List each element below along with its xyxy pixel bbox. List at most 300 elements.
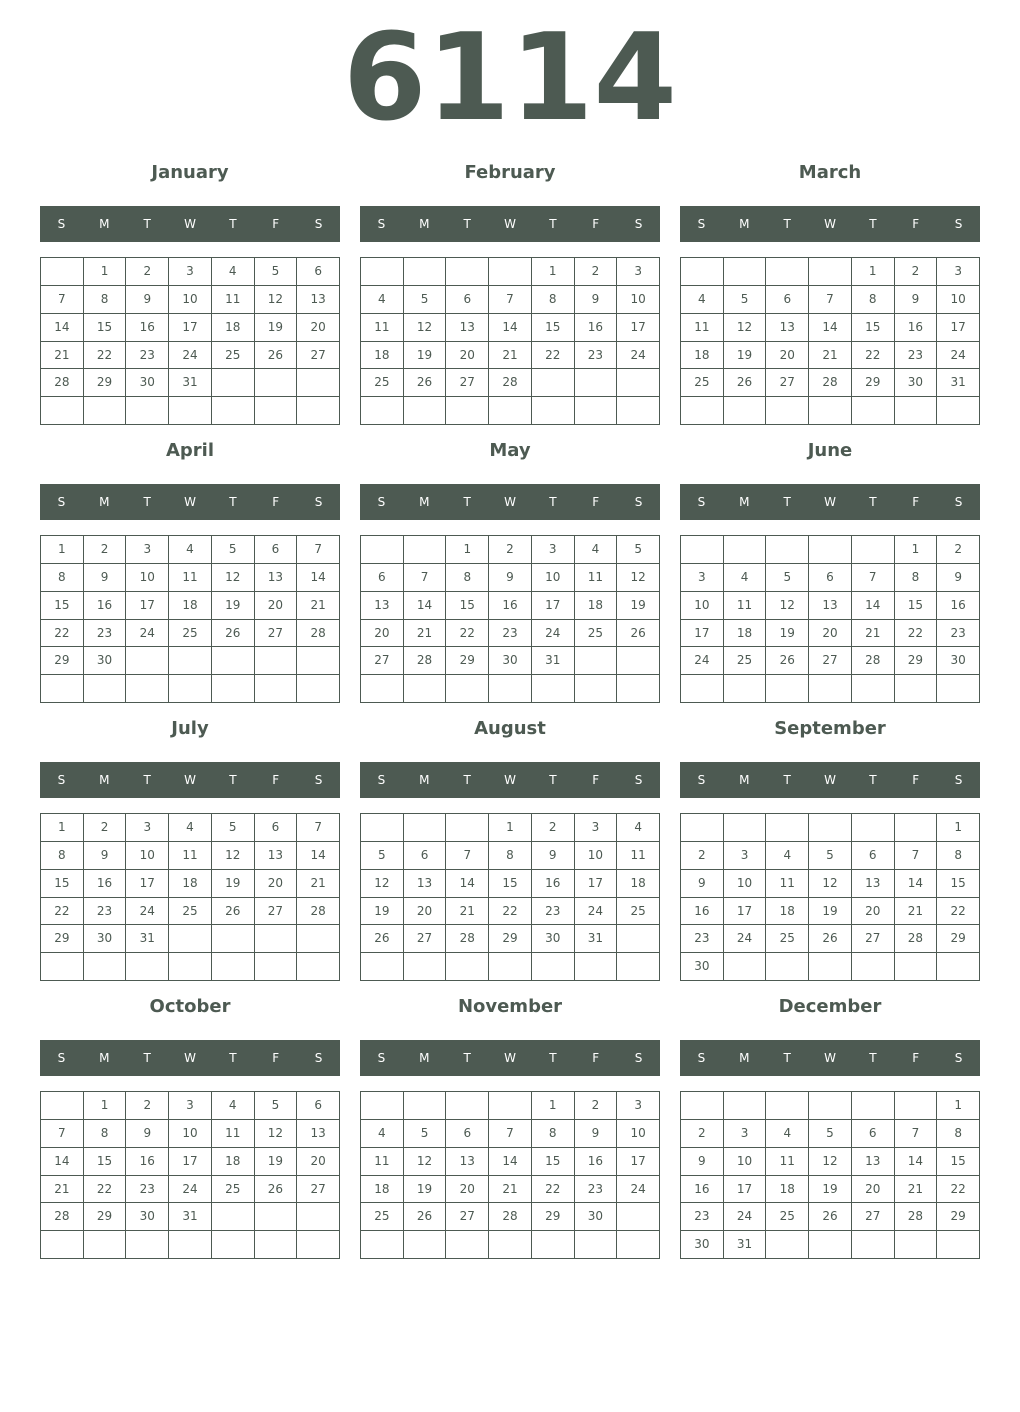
- day-cell: 14: [297, 564, 340, 592]
- weekday-label: M: [419, 773, 430, 787]
- day-cell: 17: [169, 314, 212, 342]
- weekday-label: T: [549, 773, 557, 787]
- month-december: [680, 992, 980, 1262]
- day-cell: 27: [361, 647, 404, 675]
- day-cell: 20: [809, 620, 852, 648]
- day-cell: 2: [532, 814, 575, 842]
- day-cell: 4: [212, 1092, 255, 1120]
- empty-day-cell: [255, 1203, 298, 1231]
- day-cell: 8: [852, 286, 895, 314]
- day-cell: 12: [212, 564, 255, 592]
- empty-day-cell: [361, 1092, 404, 1120]
- day-cell: 29: [895, 647, 938, 675]
- empty-day-cell: [937, 397, 980, 425]
- day-cell: 7: [489, 1120, 532, 1148]
- empty-day-cell: [532, 675, 575, 703]
- day-cell: 2: [84, 536, 127, 564]
- day-cell: 12: [255, 286, 298, 314]
- day-cell: 28: [895, 1203, 938, 1231]
- day-cell: 22: [84, 342, 127, 370]
- month-name: March: [798, 162, 862, 183]
- empty-day-cell: [575, 397, 618, 425]
- empty-day-cell: [766, 258, 809, 286]
- month-april: [40, 436, 340, 706]
- day-cell: 8: [532, 1120, 575, 1148]
- empty-day-cell: [255, 953, 298, 981]
- empty-day-cell: [575, 369, 618, 397]
- day-cell: 19: [212, 870, 255, 898]
- day-cell: 8: [41, 842, 84, 870]
- day-cell: 15: [895, 592, 938, 620]
- day-cell: 9: [126, 286, 169, 314]
- day-cell: 7: [895, 1120, 938, 1148]
- day-cell: 8: [84, 286, 127, 314]
- day-cell: 14: [41, 1148, 84, 1176]
- day-cell: 16: [126, 314, 169, 342]
- day-cell: 2: [126, 258, 169, 286]
- day-cell: 10: [617, 1120, 660, 1148]
- empty-day-cell: [681, 1092, 724, 1120]
- day-cell: 1: [937, 1092, 980, 1120]
- day-cell: 17: [617, 314, 660, 342]
- day-cell: 25: [575, 620, 618, 648]
- day-cell: 13: [297, 1120, 340, 1148]
- weekday-label: F: [912, 773, 920, 787]
- weekday-label: M: [99, 495, 110, 509]
- weekday-label: W: [184, 217, 196, 231]
- empty-day-cell: [255, 925, 298, 953]
- month-name: May: [489, 440, 531, 461]
- weekday-label: T: [549, 495, 557, 509]
- month-june: [680, 436, 980, 706]
- day-cell: 26: [212, 620, 255, 648]
- empty-day-cell: [169, 397, 212, 425]
- day-cell: 8: [532, 286, 575, 314]
- day-cell: 14: [297, 842, 340, 870]
- day-cell: 4: [724, 564, 767, 592]
- day-cell: 25: [212, 1176, 255, 1204]
- day-cell: 9: [532, 842, 575, 870]
- day-cell: 25: [766, 1203, 809, 1231]
- day-cell: 9: [681, 870, 724, 898]
- weekday-label: S: [954, 495, 963, 509]
- day-cell: 13: [852, 1148, 895, 1176]
- day-cell: 31: [724, 1231, 767, 1259]
- day-cell: 23: [84, 620, 127, 648]
- day-cell: 21: [41, 342, 84, 370]
- month-may: [360, 436, 660, 706]
- weekday-label: S: [314, 217, 323, 231]
- empty-day-cell: [766, 536, 809, 564]
- weekday-label: T: [229, 773, 237, 787]
- day-cell: 3: [575, 814, 618, 842]
- empty-day-cell: [126, 675, 169, 703]
- day-cell: 16: [575, 314, 618, 342]
- empty-day-cell: [489, 953, 532, 981]
- day-cell: 18: [766, 898, 809, 926]
- day-cell: 22: [852, 342, 895, 370]
- weekday-label: S: [314, 773, 323, 787]
- day-cell: 18: [169, 870, 212, 898]
- weekday-label: T: [229, 495, 237, 509]
- day-cell: 15: [532, 1148, 575, 1176]
- empty-day-cell: [895, 1231, 938, 1259]
- empty-day-cell: [84, 1231, 127, 1259]
- day-cell: 4: [575, 536, 618, 564]
- day-cell: 23: [575, 342, 618, 370]
- day-cell: 19: [766, 620, 809, 648]
- weekday-label: M: [739, 1051, 750, 1065]
- day-cell: 8: [41, 564, 84, 592]
- weekday-label: T: [869, 773, 877, 787]
- day-cell: 16: [126, 1148, 169, 1176]
- day-cell: 25: [212, 342, 255, 370]
- weekday-label: M: [739, 217, 750, 231]
- day-cell: 10: [724, 870, 767, 898]
- day-cell: 24: [575, 898, 618, 926]
- empty-day-cell: [361, 814, 404, 842]
- empty-day-cell: [724, 953, 767, 981]
- day-cell: 22: [84, 1176, 127, 1204]
- day-cell: 31: [169, 1203, 212, 1231]
- empty-day-cell: [809, 536, 852, 564]
- day-cell: 2: [489, 536, 532, 564]
- day-cell: 27: [446, 1203, 489, 1231]
- weekday-label: S: [634, 773, 643, 787]
- day-cell: 9: [681, 1148, 724, 1176]
- weekday-header: [40, 762, 340, 798]
- empty-day-cell: [404, 536, 447, 564]
- day-cell: 2: [937, 536, 980, 564]
- day-cell: 27: [852, 1203, 895, 1231]
- empty-day-cell: [446, 675, 489, 703]
- day-cell: 21: [489, 342, 532, 370]
- day-cell: 25: [169, 620, 212, 648]
- weekday-header: [680, 484, 980, 520]
- day-cell: 25: [361, 369, 404, 397]
- day-cell: 11: [575, 564, 618, 592]
- day-cell: 1: [937, 814, 980, 842]
- day-cell: 30: [532, 925, 575, 953]
- weekday-label: M: [419, 217, 430, 231]
- day-cell: 24: [126, 620, 169, 648]
- day-cell: 4: [766, 842, 809, 870]
- day-cell: 19: [809, 898, 852, 926]
- day-cell: 4: [169, 536, 212, 564]
- day-cell: 12: [255, 1120, 298, 1148]
- weekday-label: S: [697, 1051, 706, 1065]
- days-grid: [40, 257, 340, 425]
- day-cell: 11: [766, 870, 809, 898]
- day-cell: 10: [532, 564, 575, 592]
- day-cell: 23: [681, 925, 724, 953]
- day-cell: 13: [404, 870, 447, 898]
- empty-day-cell: [361, 1231, 404, 1259]
- empty-day-cell: [937, 953, 980, 981]
- empty-day-cell: [169, 647, 212, 675]
- weekday-label: F: [272, 217, 280, 231]
- empty-day-cell: [724, 397, 767, 425]
- day-cell: 2: [681, 842, 724, 870]
- day-cell: 21: [297, 870, 340, 898]
- weekday-label: S: [314, 1051, 323, 1065]
- empty-day-cell: [126, 1231, 169, 1259]
- weekday-label: M: [739, 495, 750, 509]
- day-cell: 2: [895, 258, 938, 286]
- empty-day-cell: [766, 953, 809, 981]
- empty-day-cell: [895, 1092, 938, 1120]
- day-cell: 10: [169, 1120, 212, 1148]
- empty-day-cell: [169, 953, 212, 981]
- day-cell: 28: [41, 369, 84, 397]
- day-cell: 3: [937, 258, 980, 286]
- weekday-label: W: [504, 773, 516, 787]
- day-cell: 29: [937, 925, 980, 953]
- day-cell: 7: [895, 842, 938, 870]
- day-cell: 15: [532, 314, 575, 342]
- day-cell: 28: [852, 647, 895, 675]
- empty-day-cell: [126, 647, 169, 675]
- day-cell: 5: [809, 1120, 852, 1148]
- day-cell: 19: [404, 1176, 447, 1204]
- day-cell: 15: [41, 592, 84, 620]
- day-cell: 26: [404, 1203, 447, 1231]
- day-cell: 8: [446, 564, 489, 592]
- day-cell: 30: [126, 369, 169, 397]
- weekday-label: S: [57, 773, 66, 787]
- day-cell: 11: [617, 842, 660, 870]
- day-cell: 13: [255, 842, 298, 870]
- day-cell: 23: [126, 342, 169, 370]
- empty-day-cell: [809, 397, 852, 425]
- empty-day-cell: [617, 1231, 660, 1259]
- day-cell: 21: [446, 898, 489, 926]
- day-cell: 12: [617, 564, 660, 592]
- day-cell: 21: [852, 620, 895, 648]
- day-cell: 9: [937, 564, 980, 592]
- days-grid: [680, 813, 980, 981]
- day-cell: 30: [681, 953, 724, 981]
- empty-day-cell: [212, 675, 255, 703]
- empty-day-cell: [446, 814, 489, 842]
- day-cell: 29: [84, 369, 127, 397]
- day-cell: 5: [766, 564, 809, 592]
- day-cell: 4: [361, 1120, 404, 1148]
- day-cell: 29: [446, 647, 489, 675]
- day-cell: 2: [126, 1092, 169, 1120]
- weekday-label: T: [463, 495, 471, 509]
- day-cell: 26: [212, 898, 255, 926]
- day-cell: 11: [724, 592, 767, 620]
- empty-day-cell: [446, 397, 489, 425]
- empty-day-cell: [169, 675, 212, 703]
- weekday-label: T: [143, 1051, 151, 1065]
- day-cell: 13: [255, 564, 298, 592]
- day-cell: 10: [724, 1148, 767, 1176]
- day-cell: 15: [446, 592, 489, 620]
- day-cell: 19: [724, 342, 767, 370]
- day-cell: 24: [937, 342, 980, 370]
- weekday-label: F: [272, 1051, 280, 1065]
- day-cell: 16: [937, 592, 980, 620]
- weekday-label: M: [99, 773, 110, 787]
- day-cell: 18: [212, 1148, 255, 1176]
- day-cell: 17: [681, 620, 724, 648]
- day-cell: 4: [766, 1120, 809, 1148]
- day-cell: 29: [41, 925, 84, 953]
- weekday-label: S: [57, 1051, 66, 1065]
- day-cell: 8: [895, 564, 938, 592]
- empty-day-cell: [809, 1231, 852, 1259]
- weekday-label: T: [229, 217, 237, 231]
- day-cell: 11: [361, 1148, 404, 1176]
- empty-day-cell: [766, 1092, 809, 1120]
- weekday-header: [680, 1040, 980, 1076]
- weekday-label: S: [57, 217, 66, 231]
- weekday-label: W: [184, 773, 196, 787]
- day-cell: 10: [681, 592, 724, 620]
- day-cell: 22: [41, 898, 84, 926]
- weekday-label: S: [697, 495, 706, 509]
- empty-day-cell: [852, 1092, 895, 1120]
- day-cell: 12: [766, 592, 809, 620]
- day-cell: 21: [809, 342, 852, 370]
- day-cell: 10: [126, 842, 169, 870]
- day-cell: 9: [895, 286, 938, 314]
- day-cell: 6: [297, 1092, 340, 1120]
- weekday-label: T: [463, 773, 471, 787]
- day-cell: 3: [617, 1092, 660, 1120]
- day-cell: 28: [446, 925, 489, 953]
- day-cell: 28: [404, 647, 447, 675]
- day-cell: 21: [41, 1176, 84, 1204]
- day-cell: 21: [404, 620, 447, 648]
- day-cell: 30: [575, 1203, 618, 1231]
- day-cell: 2: [575, 258, 618, 286]
- weekday-label: M: [99, 217, 110, 231]
- day-cell: 28: [895, 925, 938, 953]
- day-cell: 10: [617, 286, 660, 314]
- empty-day-cell: [84, 675, 127, 703]
- day-cell: 6: [255, 536, 298, 564]
- month-november: [360, 992, 660, 1262]
- day-cell: 7: [404, 564, 447, 592]
- day-cell: 23: [489, 620, 532, 648]
- weekday-label: S: [954, 217, 963, 231]
- day-cell: 6: [446, 1120, 489, 1148]
- day-cell: 31: [532, 647, 575, 675]
- empty-day-cell: [809, 814, 852, 842]
- weekday-label: T: [143, 217, 151, 231]
- day-cell: 30: [937, 647, 980, 675]
- weekday-label: T: [869, 1051, 877, 1065]
- day-cell: 27: [852, 925, 895, 953]
- weekday-label: S: [697, 773, 706, 787]
- day-cell: 23: [84, 898, 127, 926]
- day-cell: 5: [255, 1092, 298, 1120]
- day-cell: 5: [617, 536, 660, 564]
- empty-day-cell: [297, 925, 340, 953]
- day-cell: 23: [681, 1203, 724, 1231]
- month-name: June: [807, 440, 853, 461]
- day-cell: 4: [681, 286, 724, 314]
- day-cell: 11: [766, 1148, 809, 1176]
- empty-day-cell: [489, 675, 532, 703]
- empty-day-cell: [255, 675, 298, 703]
- day-cell: 3: [681, 564, 724, 592]
- day-cell: 11: [681, 314, 724, 342]
- day-cell: 23: [937, 620, 980, 648]
- day-cell: 19: [361, 898, 404, 926]
- day-cell: 14: [41, 314, 84, 342]
- day-cell: 24: [532, 620, 575, 648]
- day-cell: 21: [895, 898, 938, 926]
- day-cell: 18: [724, 620, 767, 648]
- day-cell: 17: [724, 1176, 767, 1204]
- day-cell: 7: [809, 286, 852, 314]
- day-cell: 11: [169, 564, 212, 592]
- day-cell: 26: [255, 342, 298, 370]
- day-cell: 29: [852, 369, 895, 397]
- empty-day-cell: [169, 1231, 212, 1259]
- empty-day-cell: [255, 369, 298, 397]
- weekday-label: M: [419, 495, 430, 509]
- day-cell: 13: [766, 314, 809, 342]
- weekday-label: F: [592, 773, 600, 787]
- days-grid: [360, 535, 660, 703]
- weekday-label: T: [549, 1051, 557, 1065]
- empty-day-cell: [852, 814, 895, 842]
- empty-day-cell: [809, 258, 852, 286]
- day-cell: 28: [297, 620, 340, 648]
- weekday-label: T: [783, 217, 791, 231]
- month-name: September: [774, 718, 886, 739]
- day-cell: 24: [617, 342, 660, 370]
- empty-day-cell: [724, 536, 767, 564]
- day-cell: 23: [126, 1176, 169, 1204]
- day-cell: 27: [297, 1176, 340, 1204]
- weekday-label: F: [912, 495, 920, 509]
- empty-day-cell: [766, 1231, 809, 1259]
- day-cell: 5: [404, 1120, 447, 1148]
- empty-day-cell: [766, 675, 809, 703]
- day-cell: 21: [489, 1176, 532, 1204]
- day-cell: 24: [169, 342, 212, 370]
- day-cell: 20: [297, 1148, 340, 1176]
- day-cell: 15: [84, 314, 127, 342]
- day-cell: 20: [852, 1176, 895, 1204]
- day-cell: 3: [169, 258, 212, 286]
- day-cell: 26: [724, 369, 767, 397]
- day-cell: 2: [84, 814, 127, 842]
- day-cell: 23: [532, 898, 575, 926]
- day-cell: 6: [297, 258, 340, 286]
- weekday-label: S: [634, 217, 643, 231]
- empty-day-cell: [404, 1231, 447, 1259]
- day-cell: 21: [895, 1176, 938, 1204]
- weekday-label: M: [419, 1051, 430, 1065]
- days-grid: [360, 813, 660, 981]
- day-cell: 13: [361, 592, 404, 620]
- day-cell: 17: [126, 870, 169, 898]
- day-cell: 8: [937, 842, 980, 870]
- empty-day-cell: [361, 675, 404, 703]
- day-cell: 19: [404, 342, 447, 370]
- day-cell: 18: [766, 1176, 809, 1204]
- weekday-label: S: [634, 1051, 643, 1065]
- empty-day-cell: [41, 675, 84, 703]
- month-february: [360, 158, 660, 428]
